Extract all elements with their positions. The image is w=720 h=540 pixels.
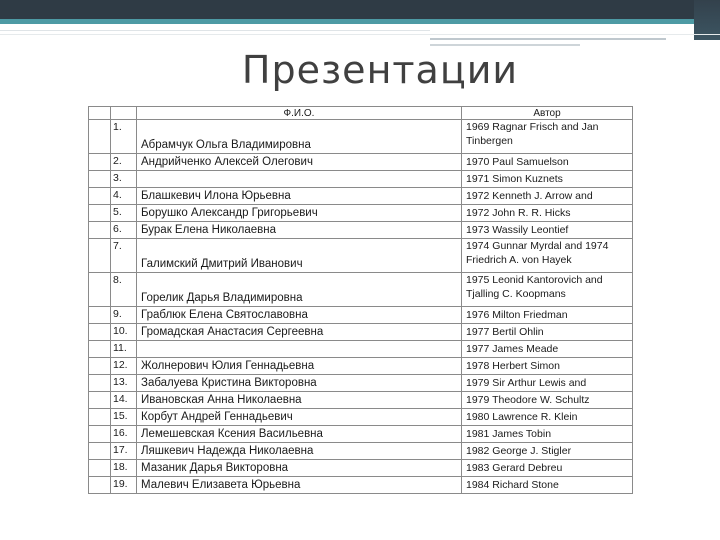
- presentation-author: 1975 Leonid Kantorovich and Tjalling C. Koopmans: [462, 273, 633, 307]
- student-name: [137, 171, 462, 188]
- presentation-author: 1983 Gerard Debreu: [462, 460, 633, 477]
- table-row: [89, 358, 633, 375]
- empty-cell: [89, 375, 111, 392]
- row-number: 17.: [111, 443, 137, 460]
- row-number: 1.: [111, 120, 137, 154]
- presentation-author: 1979 Theodore W. Schultz: [462, 392, 633, 409]
- row-number: 16.: [111, 426, 137, 443]
- presentation-author: 1969 Ragnar Frisch and Jan Tinbergen: [462, 120, 633, 154]
- table-row: [89, 477, 633, 494]
- presentation-author: 1972 John R. R. Hicks: [462, 205, 633, 222]
- presentation-author: 1972 Kenneth J. Arrow and: [462, 188, 633, 205]
- student-name: Ляшкевич Надежда Николаевна: [137, 443, 462, 460]
- header-number-cell: [111, 107, 137, 120]
- student-name: Блашкевич Илона Юрьевна: [137, 188, 462, 205]
- table-row: [89, 171, 633, 188]
- table-row: [89, 341, 633, 358]
- header-name: Ф.И.О.: [137, 107, 462, 120]
- table-row: [89, 392, 633, 409]
- presentation-author: 1974 Gunnar Myrdal and 1974 Friedrich A. von Hayek: [462, 239, 633, 273]
- row-number: 5.: [111, 205, 137, 222]
- empty-cell: [89, 392, 111, 409]
- empty-cell: [89, 273, 111, 307]
- presentation-author: 1978 Herbert Simon: [462, 358, 633, 375]
- empty-cell: [89, 409, 111, 426]
- empty-cell: [89, 120, 111, 154]
- student-name: Борушко Александр Григорьевич: [137, 205, 462, 222]
- student-name: Жолнерович Юлия Геннадьевна: [137, 358, 462, 375]
- table-row: [89, 222, 633, 239]
- empty-cell: [89, 460, 111, 477]
- empty-cell: [89, 239, 111, 273]
- student-name: Андрийченко Алексей Олегович: [137, 154, 462, 171]
- empty-cell: [89, 205, 111, 222]
- table-row: [89, 154, 633, 171]
- presentation-author: 1977 Bertil Ohlin: [462, 324, 633, 341]
- row-number: 6.: [111, 222, 137, 239]
- table-row: [89, 324, 633, 341]
- presentation-author: 1973 Wassily Leontief: [462, 222, 633, 239]
- empty-cell: [89, 341, 111, 358]
- row-number: 19.: [111, 477, 137, 494]
- empty-cell: [89, 188, 111, 205]
- row-number: 8.: [111, 273, 137, 307]
- row-number: 12.: [111, 358, 137, 375]
- table-row: [89, 188, 633, 205]
- table-row: [89, 273, 633, 307]
- empty-cell: [89, 154, 111, 171]
- row-number: 11.: [111, 341, 137, 358]
- presentation-author: 1970 Paul Samuelson: [462, 154, 633, 171]
- student-name: Лемешевская Ксения Васильевна: [137, 426, 462, 443]
- table-row: [89, 426, 633, 443]
- empty-cell: [89, 443, 111, 460]
- empty-cell: [89, 324, 111, 341]
- students-table: [88, 106, 633, 494]
- table-row: [89, 205, 633, 222]
- student-name: Граблюк Елена Святославовна: [137, 307, 462, 324]
- slide-title: Презентации: [241, 48, 519, 92]
- students-table-container: [88, 106, 632, 494]
- empty-cell: [89, 426, 111, 443]
- presentation-author: 1981 James Tobin: [462, 426, 633, 443]
- row-number: 14.: [111, 392, 137, 409]
- row-number: 4.: [111, 188, 137, 205]
- empty-cell: [89, 222, 111, 239]
- decor-line: [430, 44, 580, 46]
- student-name: Мазаник Дарья Викторовна: [137, 460, 462, 477]
- presentation-author: 1976 Milton Friedman: [462, 307, 633, 324]
- presentation-author: 1980 Lawrence R. Klein: [462, 409, 633, 426]
- header-empty-cell: [89, 107, 111, 120]
- presentation-author: 1977 James Meade: [462, 341, 633, 358]
- empty-cell: [89, 307, 111, 324]
- empty-cell: [89, 358, 111, 375]
- student-name: [137, 341, 462, 358]
- presentation-author: 1979 Sir Arthur Lewis and: [462, 375, 633, 392]
- row-number: 3.: [111, 171, 137, 188]
- table-header-row: [89, 107, 633, 120]
- row-number: 9.: [111, 307, 137, 324]
- decor-line: [0, 34, 720, 35]
- presentation-author: 1982 George J. Stigler: [462, 443, 633, 460]
- student-name: Абрамчук Ольга Владимировна: [137, 120, 462, 154]
- student-name: Галимский Дмитрий Иванович: [137, 239, 462, 273]
- student-name: Бурак Елена Николаевна: [137, 222, 462, 239]
- row-number: 13.: [111, 375, 137, 392]
- empty-cell: [89, 477, 111, 494]
- table-row: [89, 409, 633, 426]
- student-name: Ивановская Анна Николаевна: [137, 392, 462, 409]
- table-row: [89, 307, 633, 324]
- decor-line: [430, 38, 666, 40]
- row-number: 18.: [111, 460, 137, 477]
- row-number: 7.: [111, 239, 137, 273]
- presentation-author: 1984 Richard Stone: [462, 477, 633, 494]
- student-name: Громадская Анастасия Сергеевна: [137, 324, 462, 341]
- student-name: Горелик Дарья Владимировна: [137, 273, 462, 307]
- decor-line: [0, 30, 430, 31]
- student-name: Корбут Андрей Геннадьевич: [137, 409, 462, 426]
- student-name: Малевич Елизавета Юрьевна: [137, 477, 462, 494]
- row-number: 2.: [111, 154, 137, 171]
- table-row: [89, 239, 633, 273]
- table-row: [89, 443, 633, 460]
- student-name: Забалуева Кристина Викторовна: [137, 375, 462, 392]
- presentation-author: 1971 Simon Kuznets: [462, 171, 633, 188]
- header-author: Автор: [462, 107, 633, 120]
- table-row: [89, 120, 633, 154]
- table-row: [89, 375, 633, 392]
- table-row: [89, 460, 633, 477]
- empty-cell: [89, 171, 111, 188]
- row-number: 10.: [111, 324, 137, 341]
- slide-header-band: [0, 0, 720, 24]
- header-accent-stripe: [0, 19, 696, 24]
- row-number: 15.: [111, 409, 137, 426]
